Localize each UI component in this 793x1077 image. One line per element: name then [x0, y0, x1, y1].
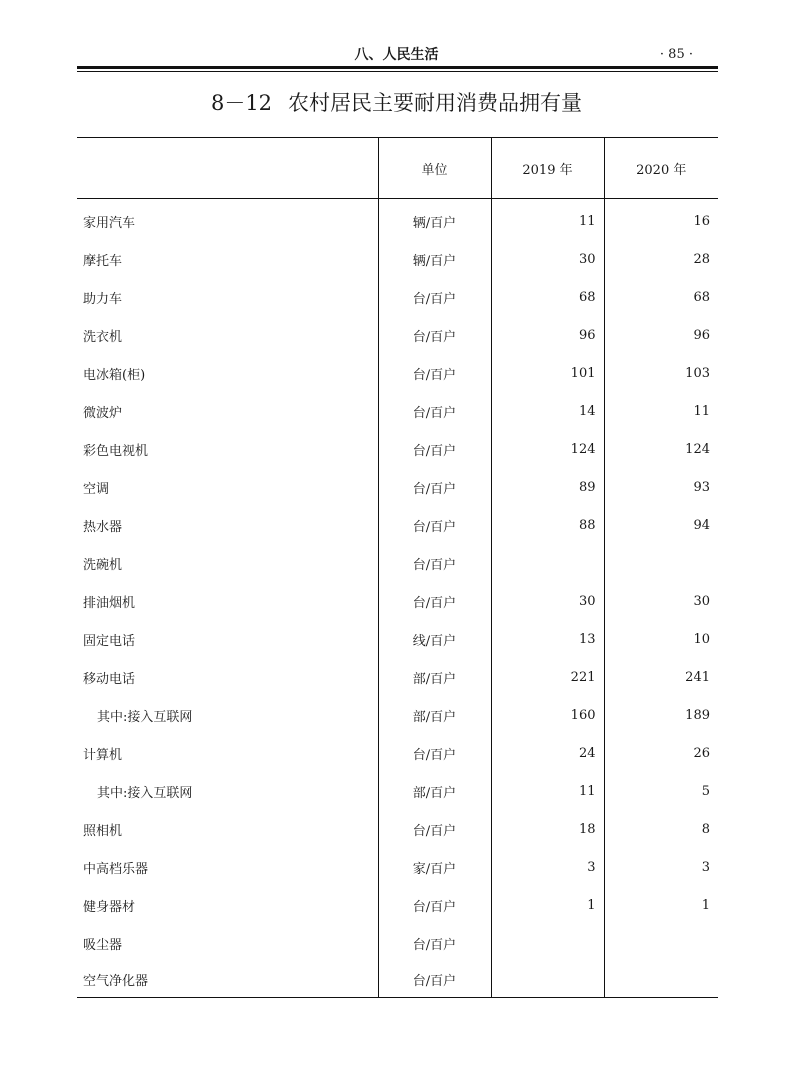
row-name: 空气净化器	[83, 974, 149, 989]
data-table	[77, 137, 718, 998]
row-name: 电冰箱(柜)	[83, 367, 146, 383]
row-value-2019: 30	[491, 240, 604, 278]
row-value-2019: 11	[491, 199, 604, 241]
row-unit: 台/百户	[378, 962, 491, 998]
table-row	[77, 278, 718, 316]
row-value-2020: 28	[604, 240, 718, 278]
row-unit: 台/百户	[378, 924, 491, 962]
section-title: 八、人民生活	[354, 47, 439, 63]
row-unit: 台/百户	[378, 734, 491, 772]
row-name: 健身器材	[83, 899, 136, 915]
table-row	[77, 316, 718, 354]
row-value-2019: 88	[491, 506, 604, 544]
row-value-2020: 16	[604, 199, 718, 241]
row-name: 热水器	[83, 519, 123, 535]
row-name: 照相机	[83, 823, 123, 839]
row-name: 空调	[83, 481, 110, 497]
table-row	[77, 392, 718, 430]
row-value-2019: 221	[491, 658, 604, 696]
row-unit: 台/百户	[378, 544, 491, 582]
row-unit: 台/百户	[378, 810, 491, 848]
running-header	[0, 44, 793, 66]
row-value-2019: 3	[491, 848, 604, 886]
table-title	[0, 88, 793, 118]
table-row	[77, 199, 718, 241]
table-row	[77, 848, 718, 886]
row-value-2020: 93	[604, 468, 718, 506]
row-unit: 台/百户	[378, 316, 491, 354]
row-unit: 家/百户	[378, 848, 491, 886]
row-name: 洗衣机	[83, 329, 123, 345]
row-value-2019: 24	[491, 734, 604, 772]
row-value-2020: 241	[604, 658, 718, 696]
row-name: 微波炉	[83, 405, 123, 421]
column-header-name	[77, 138, 378, 199]
table-header-row	[77, 138, 718, 199]
table-row	[77, 544, 718, 582]
row-name: 计算机	[83, 747, 123, 763]
row-value-2020: 8	[604, 810, 718, 848]
column-header-2020: 2020 年	[604, 138, 718, 199]
row-value-2020	[604, 924, 718, 962]
table-row	[77, 354, 718, 392]
page-number: · 85 ·	[659, 47, 693, 62]
row-unit: 台/百户	[378, 354, 491, 392]
row-value-2020: 103	[604, 354, 718, 392]
row-value-2019: 68	[491, 278, 604, 316]
row-value-2019: 13	[491, 620, 604, 658]
row-unit: 台/百户	[378, 506, 491, 544]
table-row	[77, 582, 718, 620]
row-value-2019: 30	[491, 582, 604, 620]
table-title-text: 农村居民主要耐用消费品拥有量	[288, 91, 583, 115]
row-value-2019: 14	[491, 392, 604, 430]
row-value-2019: 18	[491, 810, 604, 848]
row-unit: 部/百户	[378, 772, 491, 810]
row-value-2019	[491, 924, 604, 962]
row-name: 摩托车	[83, 253, 123, 269]
row-value-2020: 96	[604, 316, 718, 354]
row-value-2020: 11	[604, 392, 718, 430]
row-name: 移动电话	[83, 671, 136, 687]
row-value-2020: 10	[604, 620, 718, 658]
column-header-unit: 单位	[378, 138, 491, 199]
row-value-2019: 11	[491, 772, 604, 810]
table-row	[77, 734, 718, 772]
header-rule-thin	[77, 71, 718, 72]
row-unit: 线/百户	[378, 620, 491, 658]
header-rule-thick	[77, 66, 718, 69]
row-name: 其中:接入互联网	[97, 709, 193, 725]
row-unit: 台/百户	[378, 430, 491, 468]
table-row	[77, 924, 718, 962]
row-value-2019: 89	[491, 468, 604, 506]
row-value-2020: 94	[604, 506, 718, 544]
row-value-2020	[604, 962, 718, 998]
table-row	[77, 810, 718, 848]
table-row	[77, 430, 718, 468]
table-row	[77, 468, 718, 506]
row-value-2019	[491, 544, 604, 582]
column-header-2019: 2019 年	[491, 138, 604, 199]
row-unit: 辆/百户	[378, 240, 491, 278]
row-value-2020	[604, 544, 718, 582]
row-value-2020: 3	[604, 848, 718, 886]
row-unit: 台/百户	[378, 278, 491, 316]
table-row	[77, 886, 718, 924]
row-value-2019: 124	[491, 430, 604, 468]
table-number: 8－12	[210, 91, 273, 115]
row-name: 彩色电视机	[83, 443, 149, 459]
row-unit: 台/百户	[378, 392, 491, 430]
row-value-2020: 68	[604, 278, 718, 316]
table-row	[77, 620, 718, 658]
row-name: 洗碗机	[83, 557, 123, 573]
row-value-2019: 96	[491, 316, 604, 354]
table-row	[77, 240, 718, 278]
row-value-2020: 5	[604, 772, 718, 810]
table-row	[77, 772, 718, 810]
row-unit: 辆/百户	[378, 199, 491, 241]
row-value-2019	[491, 962, 604, 998]
row-name: 中高档乐器	[83, 861, 149, 877]
table-row	[77, 962, 718, 998]
row-unit: 台/百户	[378, 886, 491, 924]
row-value-2019: 101	[491, 354, 604, 392]
table-row	[77, 658, 718, 696]
row-value-2020: 26	[604, 734, 718, 772]
row-value-2020: 124	[604, 430, 718, 468]
row-value-2020: 1	[604, 886, 718, 924]
row-name: 固定电话	[83, 633, 136, 649]
table-row	[77, 696, 718, 734]
table-row	[77, 506, 718, 544]
row-name: 排油烟机	[83, 595, 136, 611]
row-name: 助力车	[83, 291, 123, 307]
row-value-2019: 160	[491, 696, 604, 734]
row-unit: 台/百户	[378, 582, 491, 620]
row-value-2020: 30	[604, 582, 718, 620]
row-unit: 部/百户	[378, 696, 491, 734]
row-name: 吸尘器	[83, 937, 123, 953]
row-name: 家用汽车	[83, 215, 136, 231]
row-value-2019: 1	[491, 886, 604, 924]
row-name: 其中:接入互联网	[97, 785, 193, 801]
row-unit: 台/百户	[378, 468, 491, 506]
row-unit: 部/百户	[378, 658, 491, 696]
row-value-2020: 189	[604, 696, 718, 734]
